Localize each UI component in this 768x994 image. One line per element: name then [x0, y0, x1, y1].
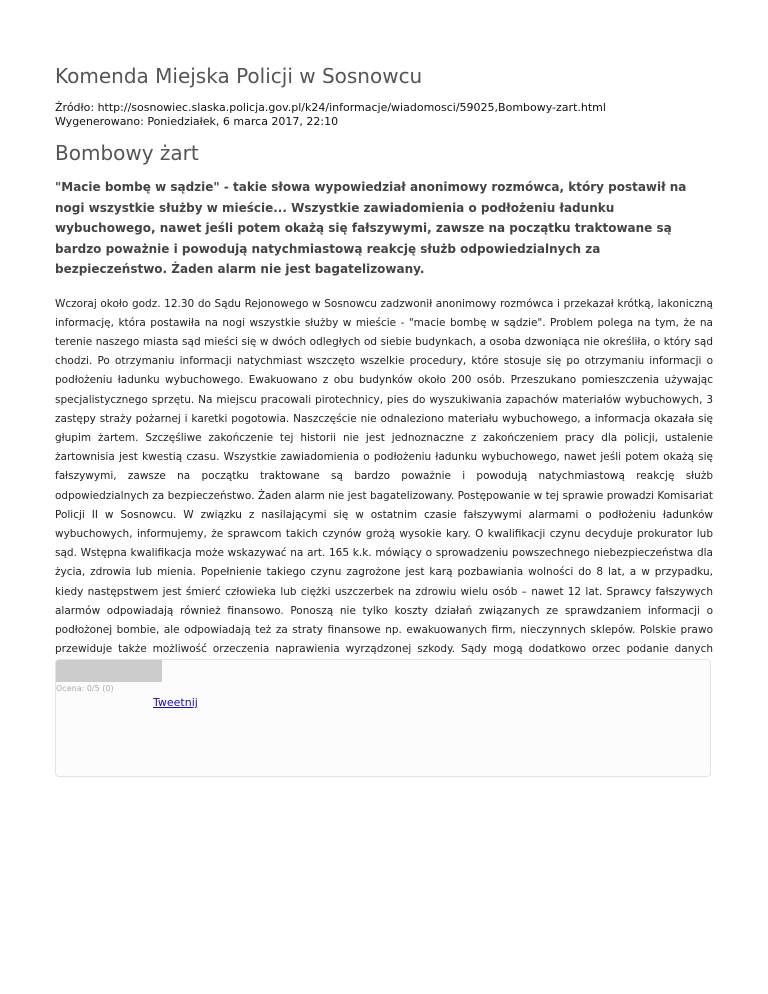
- generated-line: Wygenerowano: Poniedziałek, 6 marca 2017, 22:10: [55, 115, 339, 128]
- rating-bar[interactable]: [56, 660, 162, 682]
- tweet-link[interactable]: Tweetnij: [153, 696, 198, 709]
- source-line: Źródło: http://sosnowiec.slaska.policja.gov.pl/k24/informacje/wiadomosci/59025,Bombowy-zart.html: [55, 101, 606, 114]
- article-lead: "Macie bombę w sądzie" - takie słowa wypowiedział anonimowy rozmówca, który postawił na nogi wszystkie służby w mieście... Wszystkie zawiadomienia o podłożeniu ładunku wybuchowego, nawet jeśli potem okażą się fałszywymi, zawsze na początku traktowane są bardzo poważnie i powodują natychmiastową reakcję służb odpowiedzialnych za bezpieczeństwo. Żaden alarm nie jest bagatelizowany.: [55, 180, 687, 276]
- article-body: Wczoraj około godz. 12.30 do Sądu Rejonowego w Sosnowcu zadzwonił anonimowy rozmówca i przekazał krótką, lakoniczną informację, która postawiła na nogi wszystkie służby w mieście - "macie bombę w sądzie". Problem polega na tym, że na terenie naszego miasta sąd mieści się w dwóch odległych od siebie budynkach, a osoba dzwoniąca nie określiła, o który sąd chodzi. Po otrzymaniu informacji natychmiast wszczęto wszelkie procedury, które stosuje się po otrzymaniu informacji o podłożeniu ładunku wybuchowego. Ewakuowano z obu budynków około 200 osób. Przeszukano pomieszczenia używając specjalistycznego sprzętu. Na miejscu pracowali pirotechnicy, pies do wyszukiwania zapachów materiałów wybuchowych, 3 zastępy straży pożarnej i karetki pogotowia. Naszczęście nie odnaleziono materiału wybuchowego, a informacja okazała się głupim żartem. Szczęśliwe zakończenie tej historii nie jest jednoznaczne z zakończeniem pracy dla policji, ustalenie żartownisia jest kwestią czasu. Wszystkie zawiadomienia o podłożeniu ładunku wybuchowego, nawet jeśli potem okażą się fałszywymi, zawsze na początku traktowane są bardzo poważnie i powodują natychmiastową reakcję służb odpowiedzialnych za bezpieczeństwo. Żaden alarm nie jest bagatelizowany. Postępowanie w tej sprawie prowadzi Komisariat Policji II w Sosnowcu. W związku z nasilającymi się w ostatnim czasie fałszywymi alarmami o podłożeniu ładunków wybuchowych, informujemy, że sprawcom takich czynów grożą wysokie kary. O kwalifikacji czynu decyduje prokurator lub sąd. Wstępna kwalifikacja może wskazywać na art. 165 k.k. mówiący o sprowadzeniu powszechnego niebezpieczeństwa dla życia, zdrowia lub mienia. Popełnienie takiego czynu zagrożone jest karą pozbawiania wolności do 8 lat, a w przypadku, kiedy następstwem jest śmierć człowieka lub ciężki uszczerbek na zdrowiu wielu osób – nawet 12 lat. Sprawcy fałszywych alarmów odpowiadają również finansowo. Ponoszą nie tylko koszty działań związanych ze sprawdzaniem informacji o podłożonej bombie, ale odpowiadają też za straty finansowe np. ewakuowanych firm, nieczynnych sklepów. Polskie prawo przewiduje także możliwość orzeczenia naprawienia wyrządzonej szkody. Sądy mogą dodatkowo orzec podanie danych: [55, 297, 713, 656]
- org-title: Komenda Miejska Policji w Sosnowcu: [55, 64, 423, 88]
- article-title: Bombowy żart: [55, 141, 199, 165]
- rating-label: Ocena: 0/5 (0): [56, 684, 114, 693]
- rating-box: [55, 659, 711, 777]
